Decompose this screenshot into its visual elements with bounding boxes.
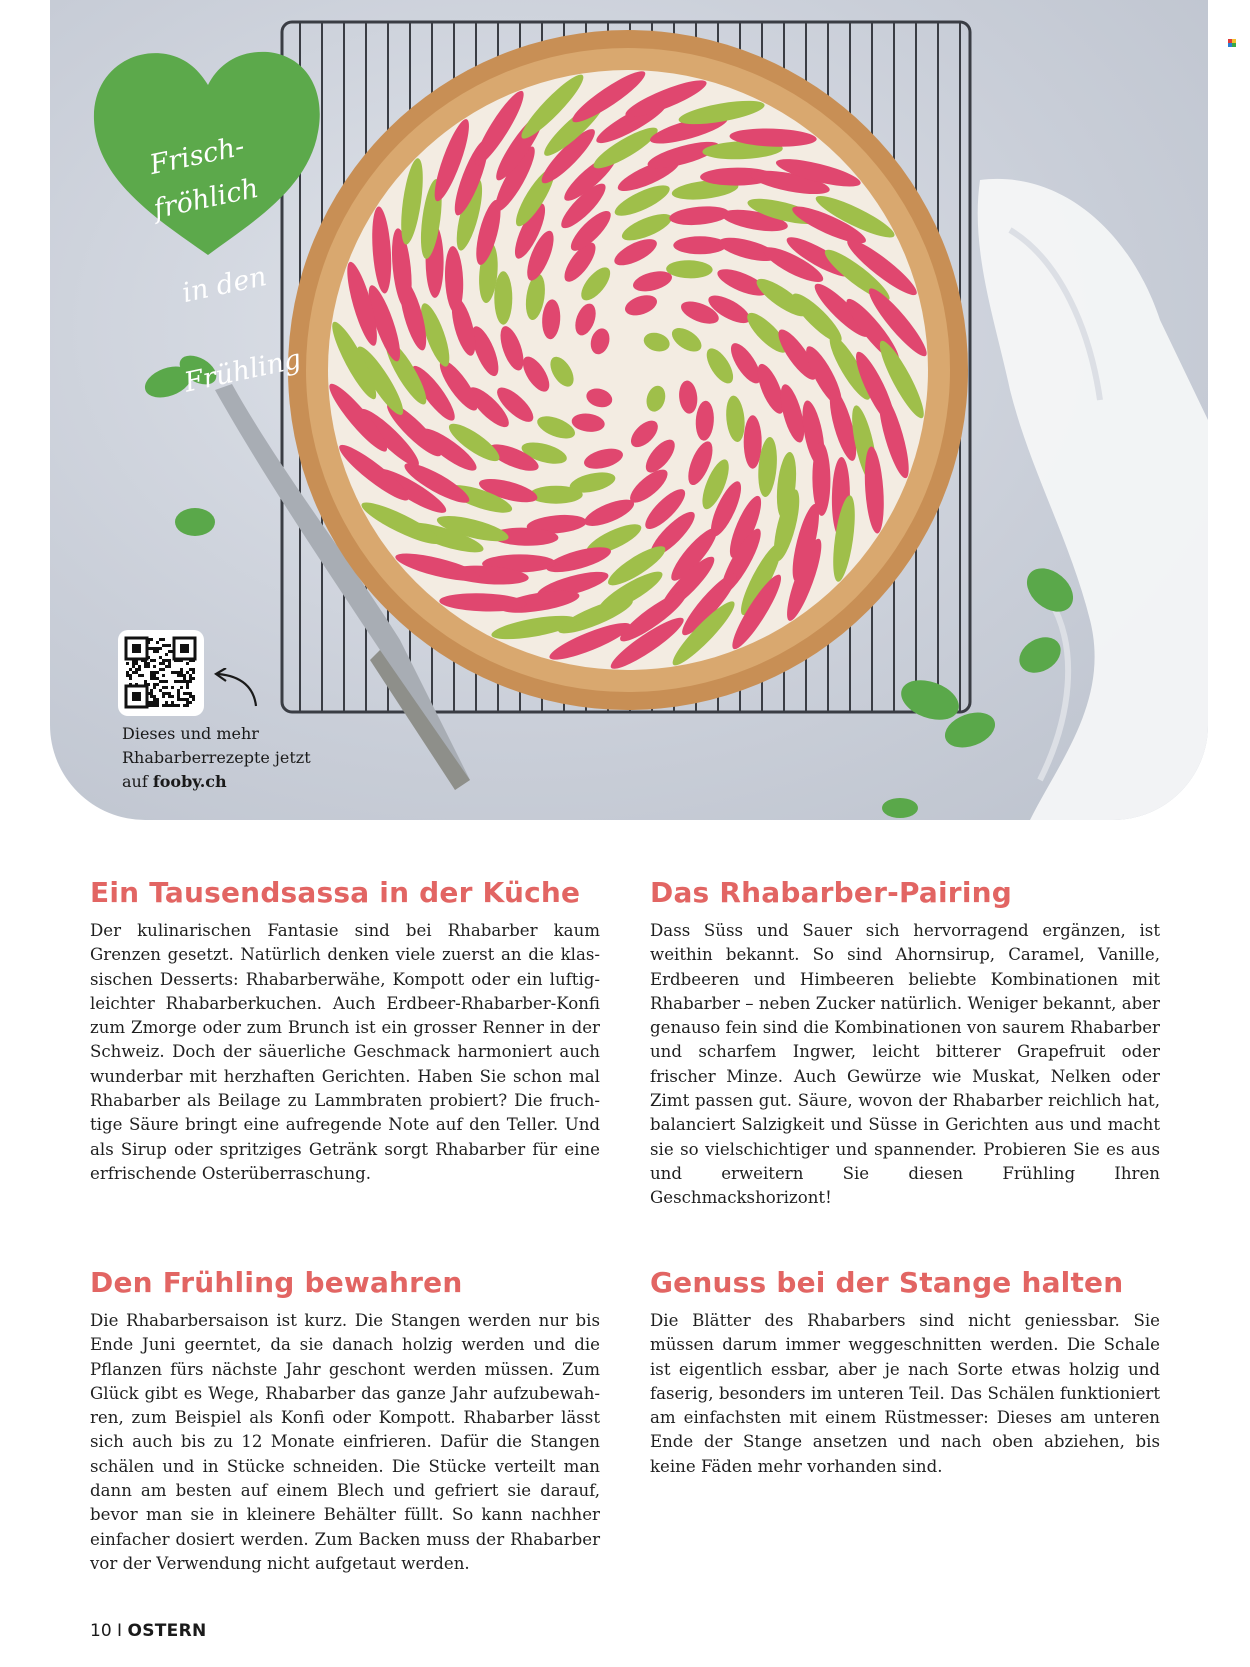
section-preserve (90, 1265, 600, 1576)
color-marker-icon (1228, 32, 1236, 40)
hero-photo (50, 0, 1208, 820)
arrow-icon (212, 668, 262, 708)
section-body: Die Blätter des Rhabarbers sind nicht geniessbar. Sie müssen darum immer weggeschnitten werden. Die Schale ist eigentlich essbar, aber je nach Sorte etwas holzig und faserig, besonders im unteren Teil. Das Schälen funktioniert am einfachsten mit einem Rüstmesser: Dieses am unteren Ende der Stange ansetzen und nach oben abziehen, bis keine Fäden mehr vorhanden sind. (650, 1311, 1160, 1476)
section-heading: Den Frühling bewahren (90, 1266, 463, 1299)
badge-line: Frisch-fröhlich (146, 130, 262, 226)
qr-caption (122, 722, 362, 794)
section-stalk (650, 1265, 1160, 1479)
section-body: Dass Süss und Sauer sich hervorragend ergänzen, ist weithin bekannt. So sind Ahornsirup, Caramel, Vanille, Erdbeeren und Himbeeren beliebte Kombinationen mit Rhabarber – neben Zucker natürlich. Weniger bekannt, aber genauso fein sind die Kombinationen von saurem Rhabarber und scharfem Ingwer, leicht bitterer Grapefruit oder frischer Minze. Auch Gewürze wie Muskat, Nelken oder Zimt passen gut. Säure, wovon der Rhabarber reichlich hat, balanciert Salzigkeit und Süsse in Gerichten aus und macht sie so vielschichtiger und spannender. Probieren Sie es aus und erweitern Sie diesen Frühling Ihren Geschmackshorizont! (650, 921, 1160, 1208)
badge-line: Frühling (181, 343, 304, 399)
qr-caption-prefix: auf (122, 772, 153, 791)
footer-separator: I (111, 1621, 128, 1641)
qr-caption-line: Dieses und mehr (122, 724, 259, 743)
page-number: 10 (90, 1621, 112, 1641)
spring-badge (88, 40, 328, 399)
qr-caption-line: Rhabarberrezepte jetzt (122, 748, 311, 767)
section-heading: Ein Tausendsassa in der Küche (90, 876, 581, 909)
section-heading: Das Rhabarber-Pairing (650, 876, 1012, 909)
badge-line: in den (179, 261, 270, 310)
section-body: Die Rhabarbersaison ist kurz. Die Stangen werden nur bis Ende Juni geerntet, da sie danach holzig werden und die Pflanzen fürs nächste Jahr geschont werden müssen. Zum Glück gibt es Wege, Rhabarber das ganze Jahr aufzubewahren, zum Beispiel als Konfi oder Kompott. Rhabarber lässt sich auch bis zu 12 Monate einfrieren. Dafür die Stangen schälen und in Stücke schneiden. Die Stücke verteilt man dann am besten auf einem Blech und gefriert sie darauf, bevor man sie in kleinere Behälter füllt. So kann nachher einfacher dosiert werden. Zum Backen muss der Rhabarber vor der Verwendung nicht aufgetaut werden. (90, 1311, 600, 1573)
section-kitchen (90, 875, 600, 1186)
qr-code-icon (118, 630, 204, 716)
fooby-link[interactable]: fooby.ch (152, 772, 227, 791)
section-heading: Genuss bei der Stange halten (650, 1266, 1124, 1299)
qr-caption-line (122, 770, 362, 794)
section-name: OSTERN (127, 1621, 207, 1641)
page-footer (90, 1621, 207, 1641)
section-pairing (650, 875, 1160, 1211)
section-body: Der kulinarischen Fantasie sind bei Rhabarber kaum Grenzen gesetzt. Natürlich denken viele zuerst an die klassischen Desserts: Rhabarberwähe, Kompott oder ein luftigleichter Rhabarberkuchen. Auch Erdbeer-Rhabarber-Konfi zum Zmorge oder zum Brunch ist ein grosser Renner in der Schweiz. Doch der säuerliche Geschmack harmoniert auch wunderbar mit herzhaften Gerichten. Haben Sie schon mal Rhabarber als Beilage zu Lammbraten probiert? Die fruchtige Säure bringt eine aufregende Note auf den Teller. Und als Sirup oder spritziges Getränk sorgt Rhabarber für eine erfrischende Osterüberraschung. (90, 921, 600, 1183)
qr-code[interactable] (118, 630, 204, 716)
